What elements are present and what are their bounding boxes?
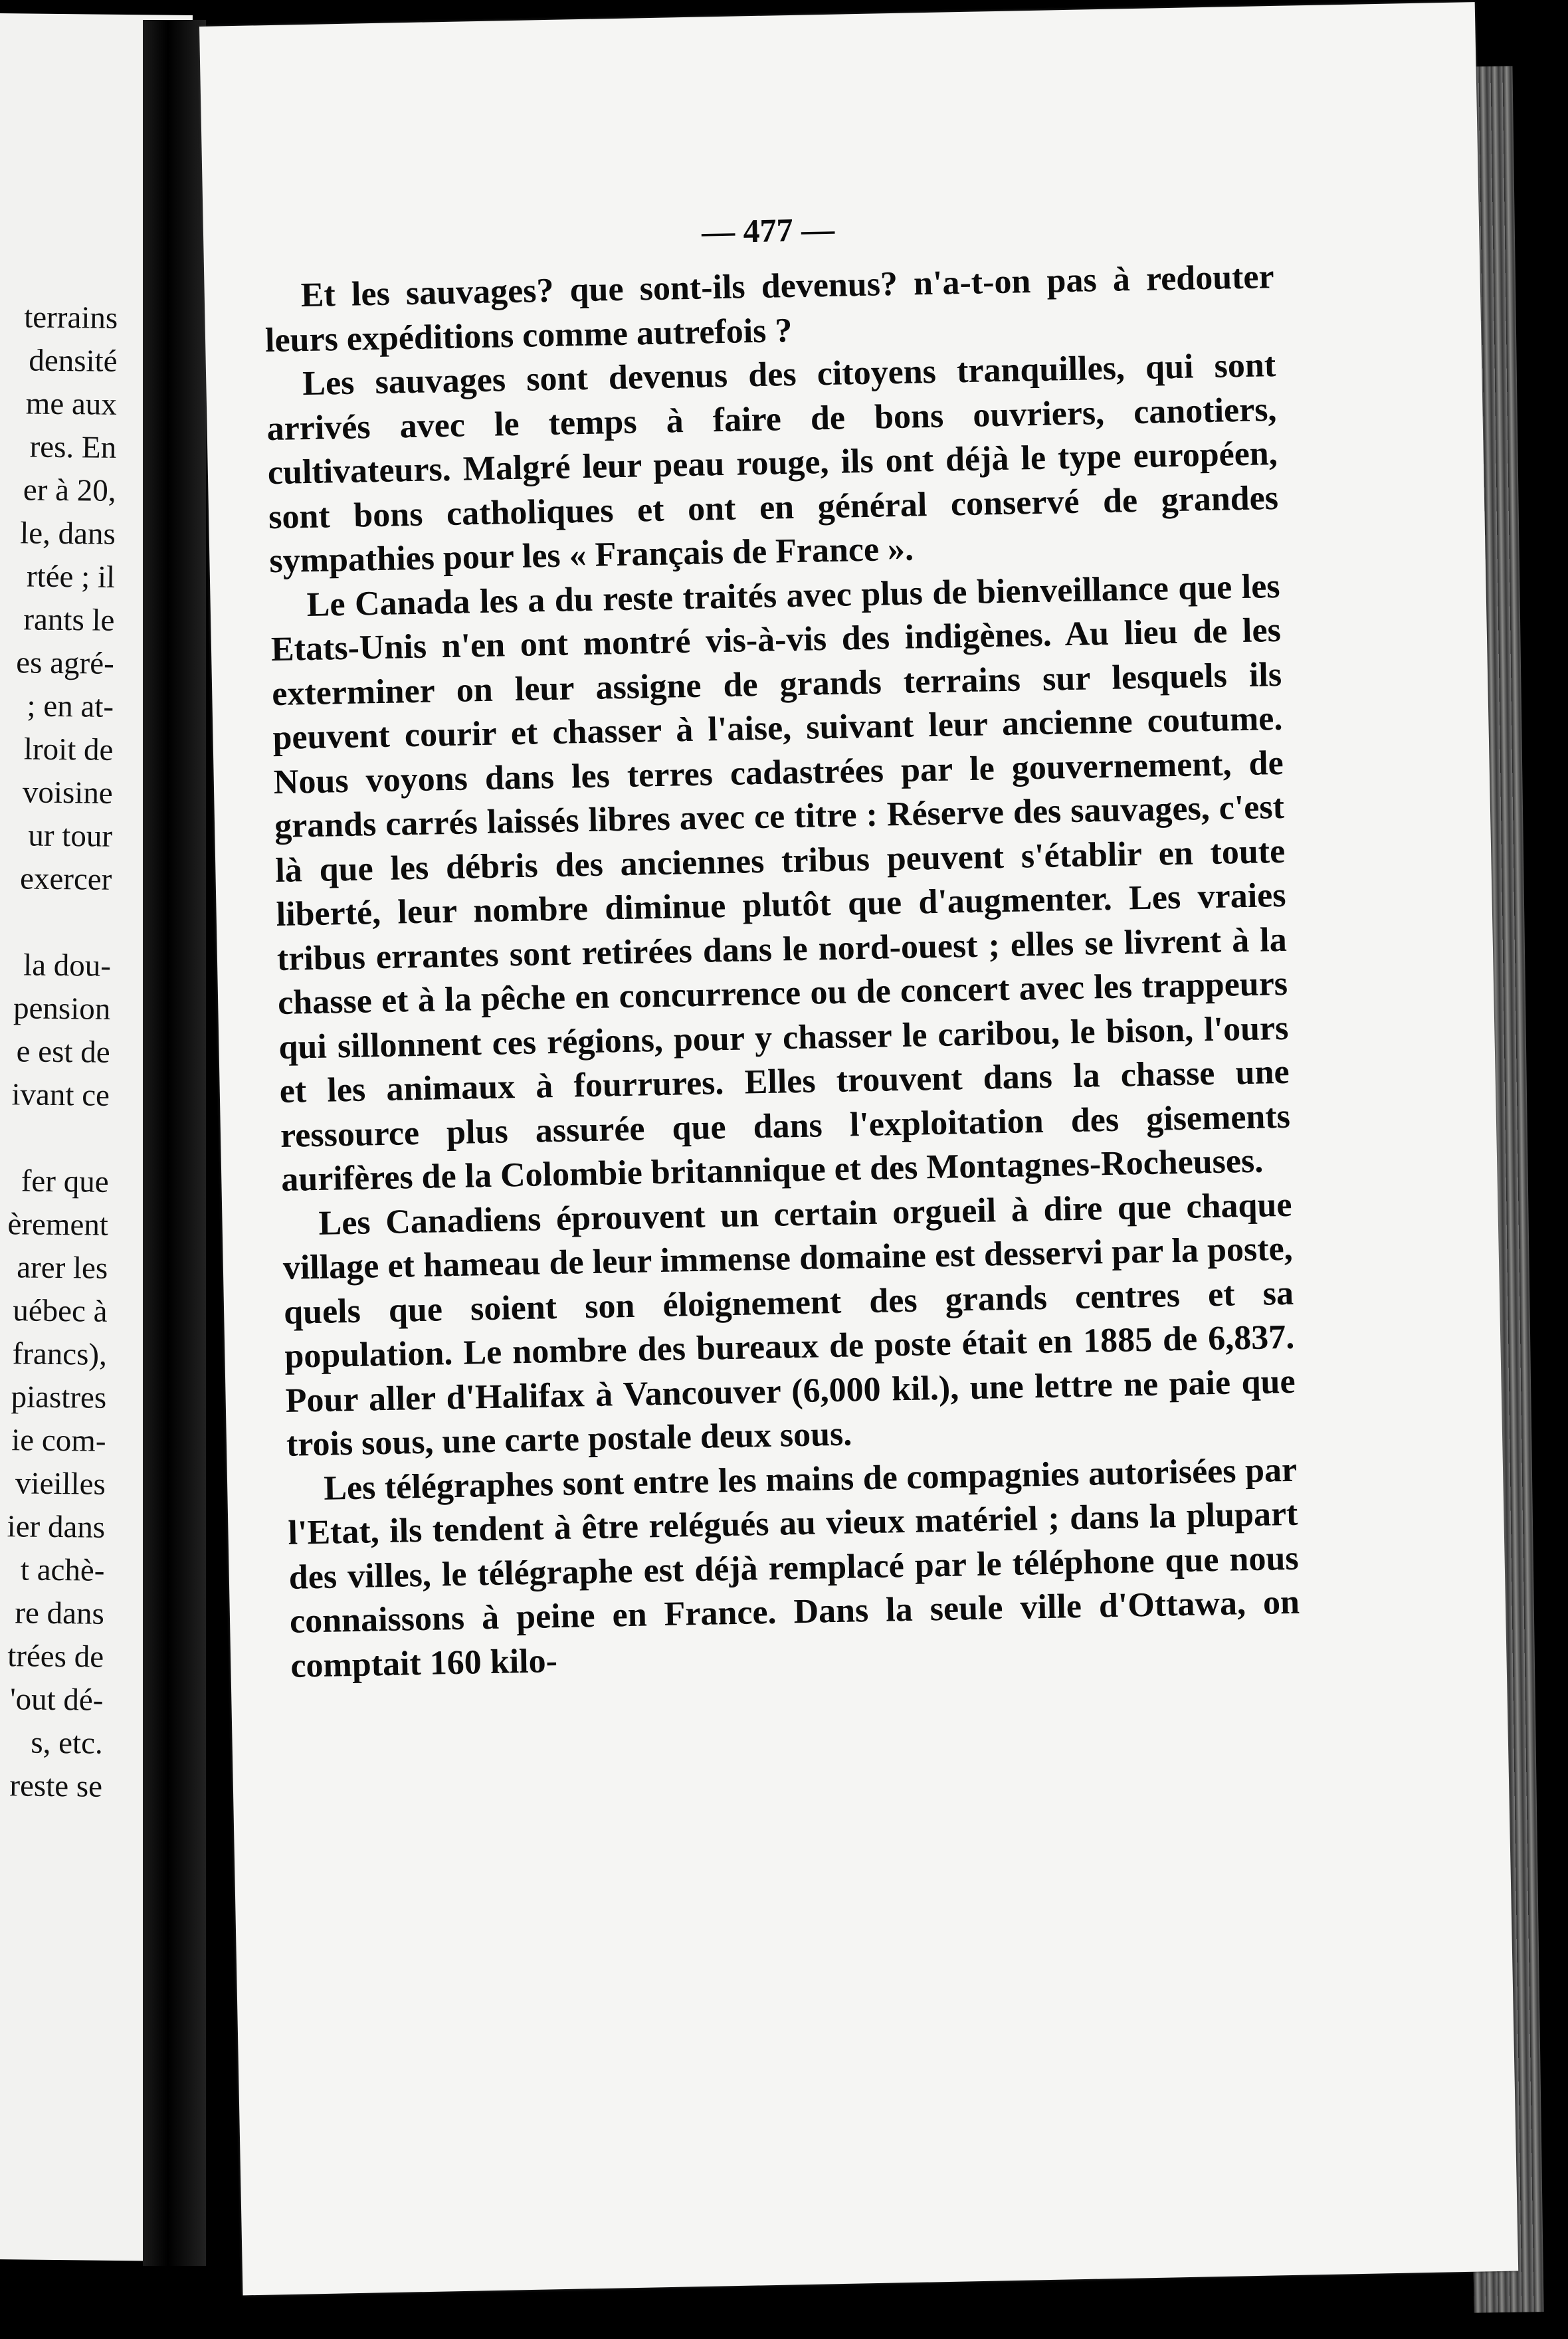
left-line: ur tour <box>28 818 113 854</box>
left-line: pension <box>13 991 111 1027</box>
left-page-text <box>0 296 118 1809</box>
left-line: ; en at- <box>27 688 114 724</box>
left-line: ivant ce <box>11 1077 110 1113</box>
left-line: vieilles <box>15 1466 106 1502</box>
left-line: er à 20, <box>23 472 116 508</box>
left-line: s, etc. <box>31 1725 104 1761</box>
left-line: terrains <box>24 300 118 336</box>
left-line: lroit de <box>23 732 114 767</box>
left-line: ier dans <box>7 1509 106 1545</box>
left-line: èrement <box>7 1207 109 1243</box>
paragraph: Les sauvages sont devenus des citoyens tranquilles, qui sont arrivés avec le temps à faire de bons ouvriers, canotiers, cultivateurs. Malgré leur peau rouge, ils ont déjà le type européen, sont bons catholiques et ont en général conservé de grandes sympathies pour les « Français de France ». <box>266 346 1279 581</box>
page-number: — 477 — <box>701 210 835 251</box>
left-line: es agré- <box>16 645 115 681</box>
left-line: arer les <box>16 1250 108 1286</box>
left-line: 'out dé- <box>9 1682 104 1718</box>
page-body <box>264 210 1301 1688</box>
left-line: le, dans <box>19 516 116 552</box>
left-line: re dans <box>15 1595 105 1631</box>
left-line: fer que <box>21 1164 109 1199</box>
left-line-gap <box>0 1116 110 1161</box>
paragraph: Les Canadiens éprouvent un certain orgueil à dire que chaque village et hameau de leur immense domaine est desservi par la poste, quels que soient son éloignement des grands centres et sa population. Le nombre des bureaux de poste était en 1885 de 6,837. Pour aller d'Halifax à Vancouver (6,000 kil.), une lettre ne paie que trois sous, une carte postale deux sous. <box>282 1185 1296 1464</box>
left-line: ie com- <box>11 1423 106 1459</box>
left-line: piastres <box>11 1379 107 1415</box>
book-gutter <box>143 20 206 2266</box>
left-line: francs), <box>12 1336 108 1372</box>
left-line: rants le <box>23 602 115 638</box>
paragraph: Et les sauvages? que sont-ils devenus? n'a-t-on pas à redouter leurs expéditions comme autrefois ? <box>264 258 1275 359</box>
left-line: t achè- <box>20 1552 105 1588</box>
paragraph: Le Canada les a du reste traités avec plus de bienveillance que les Etats-Unis n'en ont montré vis-à-vis des indigènes. Au lieu de les exterminer on leur assigne de grands terrains sur lesquels ils peuvent courir et chasser à l'aise, suivant leur ancienne coutume. Nous voyons dans les terres cadastrées par le gouvernement, de grands carrés laissés libres avec ce titre : Réserve des sauvages, c'est là que les débris des anciennes tribus peuvent s'établir en toute liberté, leur nombre diminue plutôt que d'augmenter. Les vraies tribus errantes sont retirées dans le nord-ouest ; elles se livrent à la chasse et à la pêche en concurrence ou de concert avec les trappeurs qui sillonnent ces régions, pour y chasser le caribou, le bison, l'ours et les animaux à fourrures. Elles trouvent dans la chasse une ressource plus assurée que dans l'exploitation des gisements aurifères de la Colombie britannique et des Montagnes-Rocheuses. <box>270 567 1291 1199</box>
left-line: me aux <box>25 386 118 422</box>
left-line: la dou- <box>23 948 112 983</box>
paragraph: Les télégraphes sont entre les mains de compagnies autorisées par l'Etat, ils tendent à être relégués au vieux matériel ; dans la plupart des villes, le télégraphe est déjà remplacé par le téléphone que nous connaissons à peine en France. Dans la seule ville d'Ottawa, on comptait 160 kilo- <box>288 1451 1300 1685</box>
left-line: voisine <box>22 775 113 811</box>
left-line: res. En <box>29 429 117 465</box>
left-line: uébec à <box>13 1293 108 1329</box>
left-line: densité <box>29 343 118 379</box>
right-page <box>199 2 1518 2295</box>
left-line: rtée ; il <box>26 559 116 595</box>
left-line: reste se <box>9 1768 103 1804</box>
left-line: exercer <box>19 861 112 897</box>
left-line-gap <box>0 900 112 945</box>
left-line: trées de <box>7 1639 104 1675</box>
left-line: e est de <box>16 1034 110 1070</box>
